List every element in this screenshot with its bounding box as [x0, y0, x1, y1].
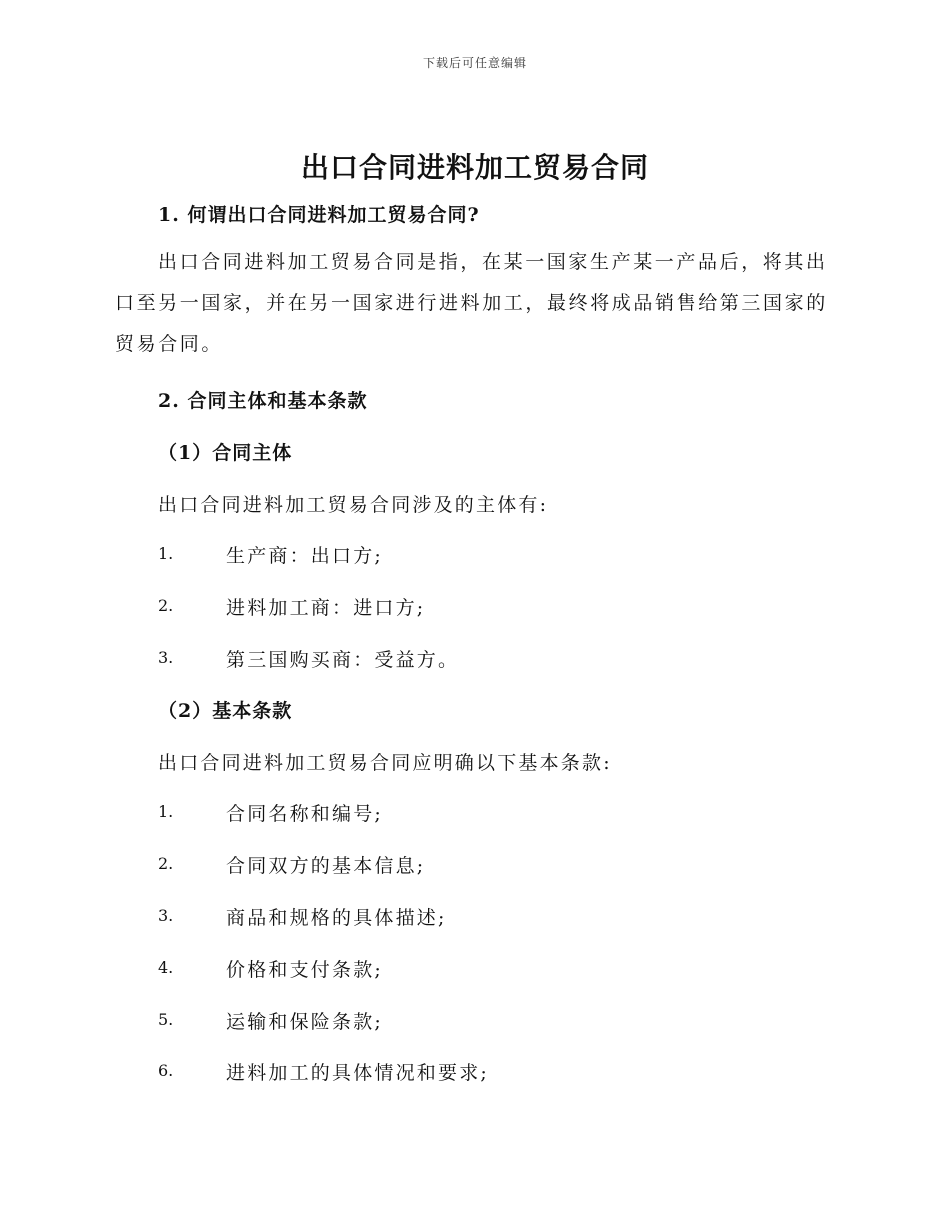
list-item-text: 进料加工的具体情况和要求;	[226, 1062, 490, 1084]
terms-lead-text: 出口合同进料加工贸易合同应明确以下基本条款:	[158, 752, 612, 774]
list-item	[158, 1007, 838, 1037]
list-item	[158, 955, 838, 985]
list-item	[158, 1058, 838, 1088]
list-item	[158, 851, 838, 881]
subsection-parties-heading: （1）合同主体	[158, 442, 293, 464]
list-item-text: 合同双方的基本信息;	[226, 855, 426, 877]
list-item-text: 第三国购买商：受益方。	[226, 649, 460, 671]
list-item-number: 2.	[158, 854, 174, 873]
list-item	[158, 593, 838, 623]
section-1-heading: 1. 何谓出口合同进料加工贸易合同?	[158, 204, 480, 226]
list-item-text: 价格和支付条款;	[226, 959, 384, 981]
list-item	[158, 799, 838, 829]
list-item-number: 5.	[158, 1010, 174, 1029]
list-item-text: 运输和保险条款;	[226, 1011, 384, 1033]
list-item-number: 1.	[158, 544, 174, 563]
list-item-number: 3.	[158, 648, 174, 667]
page-title: 出口合同进料加工贸易合同	[300, 151, 649, 184]
list-item-text: 商品和规格的具体描述;	[226, 907, 447, 929]
parties-lead-text: 出口合同进料加工贸易合同涉及的主体有:	[158, 494, 549, 516]
list-item	[158, 903, 838, 933]
section-1-paragraph: 出口合同进料加工贸易合同是指，在某一国家生产某一产品后，将其出口至另一国家，并在另一国家进行进料加工，最终将成品销售给第三国家的贸易合同。	[115, 251, 828, 355]
list-item-number: 2.	[158, 596, 174, 615]
list-item-number: 1.	[158, 802, 174, 821]
subsection-terms-heading: （2）基本条款	[158, 700, 293, 722]
list-item-number: 6.	[158, 1061, 174, 1080]
section-2-heading: 2. 合同主体和基本条款	[158, 390, 368, 412]
list-item-number: 4.	[158, 958, 174, 977]
list-item-number: 3.	[158, 906, 174, 925]
list-item	[158, 541, 838, 571]
list-item-text: 生产商：出口方;	[226, 545, 384, 567]
header-note: 下载后可任意编辑	[422, 56, 527, 70]
list-item-text: 进料加工商：进口方;	[226, 597, 426, 619]
list-item	[158, 645, 838, 675]
list-item-text: 合同名称和编号;	[226, 803, 384, 825]
